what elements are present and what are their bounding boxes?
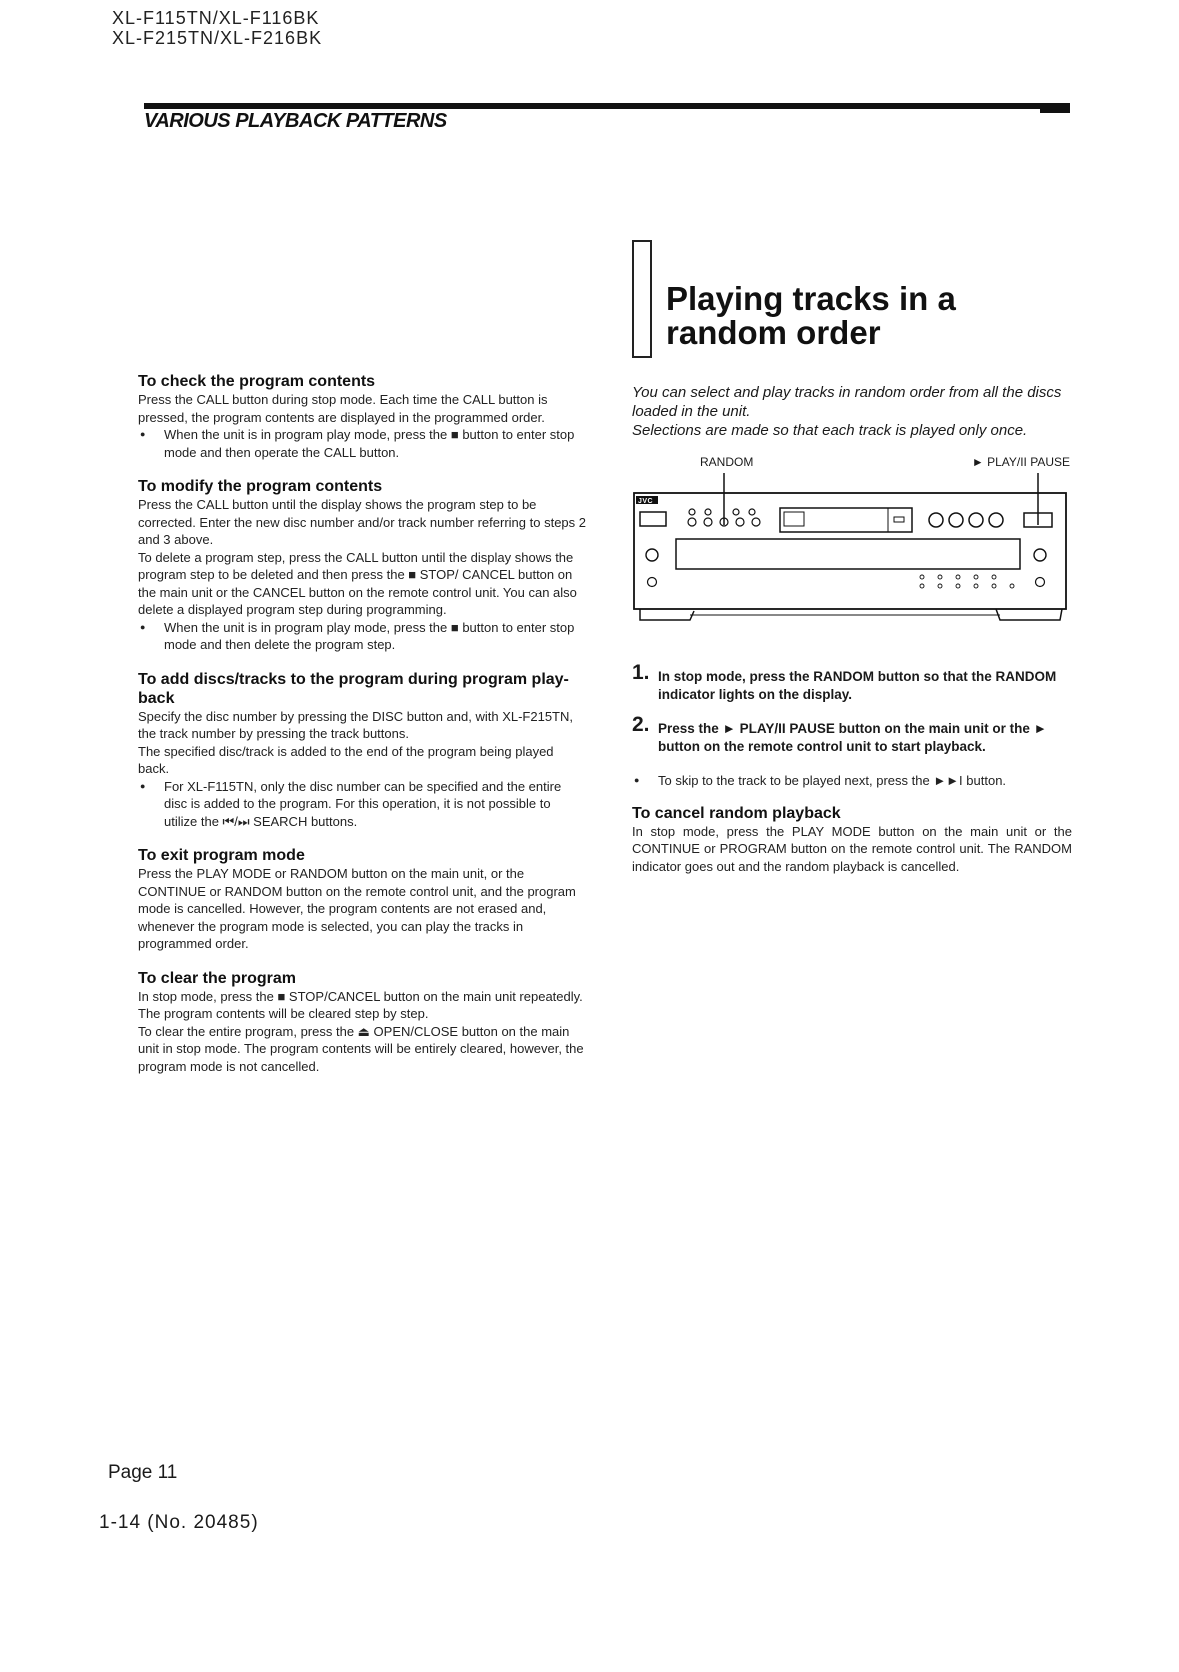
exit-program-section: [138, 846, 586, 953]
intro-line-1: You can select and play tracks in random order from all the discs loaded in the unit.: [632, 384, 1062, 420]
unit-front-panel-figure: [632, 455, 1072, 630]
skip-track-bullet: ● To skip to the track to be played next, press the ►►I button.: [632, 772, 1072, 790]
add-tracks-text-2: The specified disc/track is added to the end of the program being played back.: [138, 743, 554, 776]
clear-program-text-2: To clear the entire program, press the ⏏ OPEN/CLOSE button on the main unit in stop mode. The program contents will be entirely cleared, however, the program mode is not cancelled.: [138, 1023, 584, 1074]
clear-program-heading: To clear the program: [138, 969, 296, 987]
section-rule: [144, 103, 1070, 109]
modify-program-text: Press the CALL button until the display shows the program step to be corrected. Enter the new disc number and/or track number referring to steps 2 and 3 above.: [138, 497, 586, 547]
chapter-title: [666, 282, 956, 350]
clear-program-text: In stop mode, press the ■ STOP/CANCEL button on the main unit repeatedly. The program contents will be cleared step by step.: [138, 988, 583, 1021]
add-tracks-bullet: ● For XL-F115TN, only the disc number can be specified and the entire disc is added to the program. For this operation, it is not possible to utilize the ⏮/⏭ SEARCH buttons.: [138, 778, 586, 831]
add-tracks-section: [138, 670, 586, 831]
cancel-random-heading: To cancel random playback: [632, 804, 841, 822]
jvc-logo: JVC: [638, 498, 654, 505]
modify-program-heading: To modify the program contents: [138, 478, 383, 495]
unit-front-panel-drawing: [632, 455, 1072, 630]
step-1: [632, 661, 1072, 704]
model-numbers-line2: XL-F215TN/XL-F216BK: [112, 28, 323, 48]
step-2-text: Press the ► PLAY/II PAUSE button on the main unit or the ► button on the remote control unit to start playback.: [658, 721, 1048, 754]
step-1-text: In stop mode, press the RANDOM button so that the RANDOM indicator lights on the display.: [658, 669, 1057, 702]
intro-line-2: Selections are made so that each track is played only once.: [632, 422, 1028, 439]
chapter-title-line1: Playing tracks in a: [666, 280, 956, 317]
step-1-number: 1.: [632, 661, 650, 684]
chapter-title-line2: random order: [666, 314, 881, 351]
section-title: VARIOUS PLAYBACK PATTERNS: [144, 110, 447, 132]
clear-program-section: [138, 969, 586, 1076]
modify-program-section: [138, 477, 586, 654]
document-number: 1-14 (No. 20485): [99, 1512, 259, 1533]
section-rule-end: [1040, 104, 1070, 113]
modify-program-bullet: ● When the unit is in program play mode, press the ■ button to enter stop mode and then delete the program step.: [138, 619, 586, 654]
add-tracks-text: Specify the disc number by pressing the DISC button and, with XL-F215TN, the track number by pressing the track buttons.: [138, 708, 573, 741]
play-pause-callout-label: ► PLAY/II PAUSE: [971, 455, 1070, 469]
exit-program-heading: To exit program mode: [138, 847, 305, 864]
delete-step-text: To delete a program step, press the CALL button until the display shows the program step to be deleted and then press the ■ STOP/ CANCEL button on the main unit or the CANCEL button on the remote control unit. You can also delete a displayed program step during programming.: [138, 549, 577, 617]
model-numbers-line1: XL-F115TN/XL-F116BK: [112, 8, 320, 28]
intro-text: [632, 383, 1072, 440]
check-program-heading: To check the program contents: [138, 373, 376, 390]
steps-list: [632, 661, 1072, 875]
check-program-bullet: ● When the unit is in program play mode, press the ■ button to enter stop mode and then operate the CALL button.: [138, 426, 586, 461]
page-number: Page 11: [108, 1462, 178, 1483]
check-program-text: Press the CALL button during stop mode. Each time the CALL button is pressed, the program contents are displayed in the programmed order.: [138, 392, 548, 425]
random-callout-label: RANDOM: [700, 455, 754, 469]
step-2: [632, 713, 1072, 756]
chapter-marker: [632, 240, 652, 358]
left-column: [138, 372, 586, 1091]
step-2-number: 2.: [632, 713, 650, 736]
check-program-section: [138, 372, 586, 461]
cancel-random-text: In stop mode, press the PLAY MODE button on the main unit or the CONTINUE or PROGRAM button on the remote control unit. The RANDOM indicator goes out and the random playback is cancelled.: [632, 823, 1072, 874]
add-tracks-heading: To add discs/tracks to the program during program play-back: [138, 670, 569, 707]
exit-program-text: Press the PLAY MODE or RANDOM button on the main unit, or the CONTINUE or RANDOM button on the remote control unit, and the program mode is cancelled. However, the program contents are not erased and, whenever the program mode is selected, you can play the tracks in programmed order.: [138, 866, 576, 951]
